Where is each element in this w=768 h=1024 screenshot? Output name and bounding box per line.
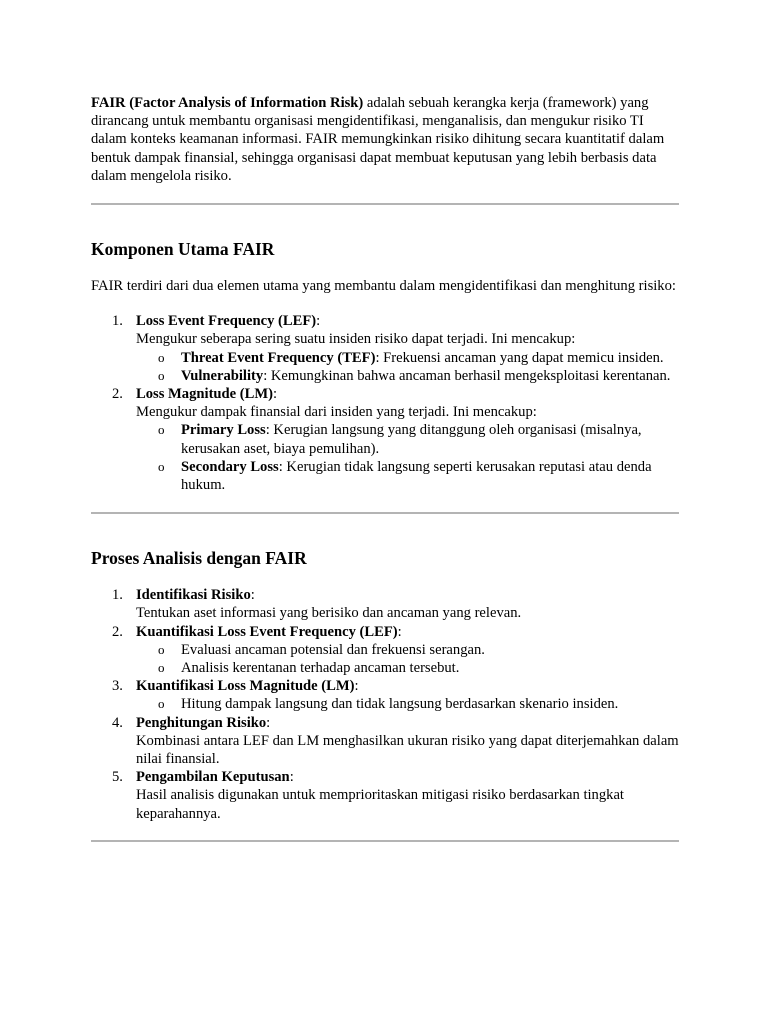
item-label: Kuantifikasi Loss Event Frequency (LEF) — [136, 623, 398, 640]
sub-item-text: : Kerugian langsung yang ditanggung oleh organisasi (misalnya, kerusakan aset, biaya pemulihan). — [181, 422, 642, 457]
section-lead: FAIR terdiri dari dua elemen utama yang membantu dalam mengidentifikasi dan menghitung risiko: — [91, 278, 676, 295]
item-description: Kombinasi antara LEF dan LM menghasilkan ukuran risiko yang dapat diterjemahkan dalam nilai finansial. — [136, 732, 679, 768]
intro-bold-term: FAIR (Factor Analysis of Information Risk) — [91, 95, 364, 111]
item-description: Hasil analisis digunakan untuk memprioritaskan mitigasi risiko berdasarkan tingkat keparahannya. — [136, 787, 624, 822]
list-number: 5. — [112, 769, 123, 786]
list-item — [91, 586, 679, 622]
list-number: 1. — [112, 313, 123, 330]
horizontal-rule — [91, 203, 679, 205]
bullet-icon: o — [158, 367, 165, 383]
horizontal-rule — [91, 840, 679, 842]
item-label: Pengambilan Keputusan — [136, 769, 290, 786]
section-heading-process: Proses Analisis dengan FAIR — [91, 548, 307, 569]
sub-list-item — [136, 458, 679, 494]
item-colon: : — [316, 313, 321, 330]
intro-paragraph — [91, 94, 679, 185]
list-number: 1. — [112, 587, 123, 604]
sub-item-text: : Kemungkinan bahwa ancaman berhasil mengeksploitasi kerentanan. — [263, 367, 671, 384]
sub-list-item — [136, 659, 679, 677]
list-number: 3. — [112, 678, 123, 695]
item-label: Loss Event Frequency (LEF) — [136, 313, 317, 330]
sub-item-text: Evaluasi ancaman potensial dan frekuensi serangan. — [181, 641, 485, 658]
document-page — [91, 92, 679, 842]
list-item — [91, 385, 679, 494]
sub-list-item — [136, 421, 679, 457]
bullet-icon: o — [158, 660, 165, 676]
sub-item-label: Threat Event Frequency (TEF) — [181, 349, 376, 366]
sub-list — [136, 349, 679, 385]
item-label: Loss Magnitude (LM) — [136, 386, 274, 403]
bullet-icon: o — [158, 641, 165, 657]
sub-item-label: Primary Loss — [181, 422, 266, 439]
sub-item-label: Vulnerability — [181, 367, 264, 384]
item-colon: : — [289, 769, 294, 786]
sub-item-text: : Kerugian tidak langsung seperti kerusakan reputasi atau denda hukum. — [181, 458, 652, 494]
item-colon: : — [354, 678, 359, 695]
sub-list-item — [136, 367, 679, 385]
sub-list — [136, 695, 679, 713]
item-colon: : — [273, 386, 278, 403]
bullet-icon: o — [158, 458, 165, 474]
components-list — [91, 312, 679, 494]
horizontal-rule — [91, 512, 679, 514]
item-description: Mengukur seberapa sering suatu insiden risiko dapat terjadi. Ini mencakup: — [136, 331, 576, 348]
sub-item-text: Hitung dampak langsung dan tidak langsung berdasarkan skenario insiden. — [181, 696, 619, 713]
list-number: 2. — [112, 386, 123, 403]
item-colon: : — [397, 623, 402, 640]
item-colon: : — [266, 714, 271, 731]
list-item — [91, 312, 679, 385]
item-label: Identifikasi Risiko — [136, 587, 251, 604]
list-item — [91, 768, 679, 823]
intro-text: adalah sebuah kerangka kerja (framework) yang dirancang untuk membantu organisasi mengidentifikasi, menganalisis, dan mengukur risiko TI dalam konteks keamanan informasi. FAIR memungkinkan risiko dihitung secara kuantitatif dalam bentuk dampak finansial, sehingga organisasi dapat membuat keputusan yang lebih berbasis data dalam mengelola risiko. — [91, 95, 665, 184]
item-colon: : — [250, 587, 255, 604]
bullet-icon: o — [158, 422, 165, 438]
sub-list — [136, 641, 679, 677]
list-item — [91, 623, 679, 678]
sub-item-text: : Frekuensi ancaman yang dapat memicu insiden. — [375, 349, 664, 366]
item-description: Tentukan aset informasi yang berisiko dan ancaman yang relevan. — [136, 605, 522, 622]
sub-list-item — [136, 349, 679, 367]
bullet-icon: o — [158, 696, 165, 712]
sub-item-label: Secondary Loss — [181, 458, 279, 475]
section-heading-components: Komponen Utama FAIR — [91, 239, 275, 260]
bullet-icon: o — [158, 349, 165, 365]
list-number: 4. — [112, 714, 123, 731]
sub-list-item — [136, 695, 679, 713]
item-label: Penghitungan Risiko — [136, 714, 267, 731]
item-description: Mengukur dampak finansial dari insiden yang terjadi. Ini mencakup: — [136, 404, 537, 421]
process-list — [91, 586, 679, 823]
list-item — [91, 714, 679, 769]
sub-item-text: Analisis kerentanan terhadap ancaman tersebut. — [181, 660, 460, 677]
sub-list — [136, 421, 679, 494]
list-item — [91, 677, 679, 713]
list-number: 2. — [112, 623, 123, 640]
item-label: Kuantifikasi Loss Magnitude (LM) — [136, 678, 355, 695]
sub-list-item — [136, 641, 679, 659]
